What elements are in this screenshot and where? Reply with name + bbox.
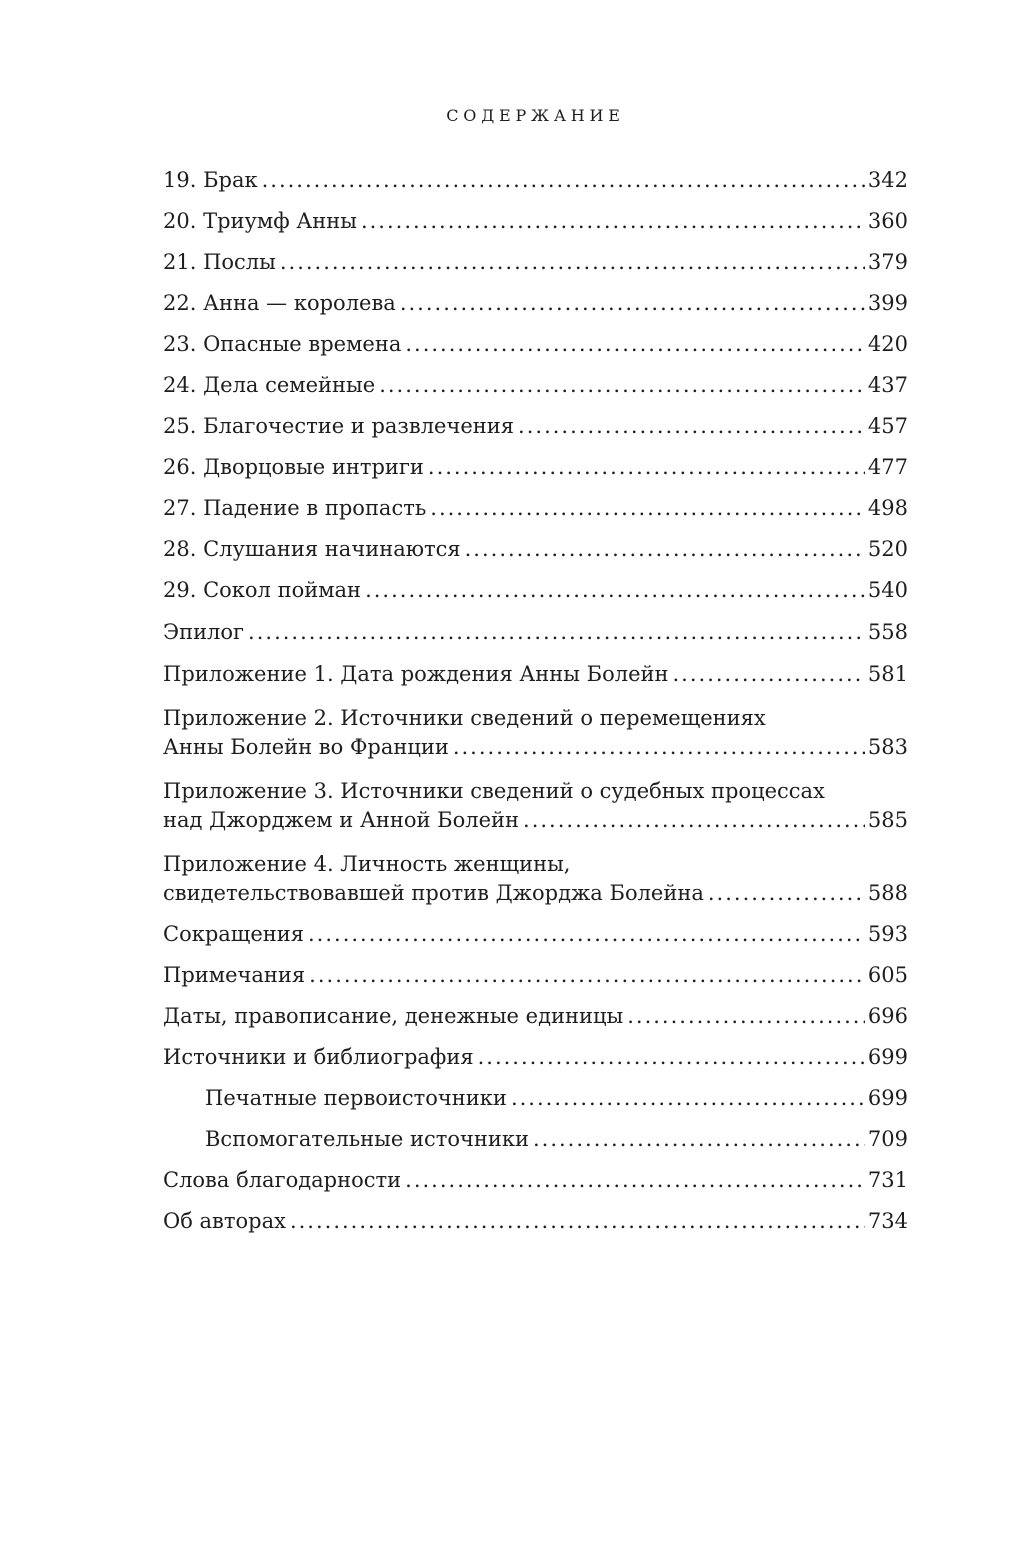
toc-entry [163, 536, 908, 562]
page-number: 379 [867, 250, 908, 274]
page-number: 558 [867, 620, 908, 644]
toc-entry-title: над Джорджем и Анной Болейн [163, 808, 520, 832]
page-number: 477 [867, 455, 908, 479]
toc-entry-title: Об авторах [163, 1209, 286, 1233]
dot-leader [430, 495, 865, 521]
toc-entry-last-line [163, 807, 908, 833]
toc-entry-last-line [163, 734, 908, 760]
page-number: 583 [867, 735, 908, 759]
page-number: 520 [867, 537, 908, 561]
dot-leader [290, 1208, 865, 1234]
toc-entry-last-line [163, 661, 908, 687]
toc-entry-last-line [163, 1044, 908, 1070]
dot-leader [453, 734, 865, 760]
toc-entry [163, 1208, 908, 1234]
toc-entry [163, 1003, 908, 1029]
toc-entry-last-line [163, 1167, 908, 1193]
page-title: СОДЕРЖАНИЕ [446, 106, 625, 125]
toc-entry-title: 22. Анна — королева [163, 291, 396, 315]
toc-entry-title: 19. Брак [163, 168, 258, 192]
toc-entry-title: 24. Дела семейные [163, 373, 376, 397]
page-number: 399 [867, 291, 908, 315]
dot-leader [428, 454, 865, 480]
toc-entry-last-line [163, 331, 908, 357]
toc-entry [163, 848, 908, 906]
toc-entry-last-line [163, 536, 908, 562]
toc-entry-title: свидетельствовавшей против Джорджа Болейна [163, 881, 704, 905]
toc-entry-last-line [163, 921, 908, 947]
toc-entry-title: Вспомогательные источники [205, 1127, 529, 1151]
toc-entry-title: Эпилог [163, 620, 245, 644]
dot-leader [262, 167, 865, 193]
dot-leader [361, 208, 865, 234]
toc-entry [163, 1044, 908, 1070]
toc-section-appendices-and-back-matter [163, 661, 908, 1234]
toc-entry [163, 208, 908, 234]
page-number: 734 [867, 1209, 908, 1233]
table-of-contents [163, 167, 908, 1234]
toc-entry-last-line [163, 962, 908, 988]
dot-leader [308, 921, 865, 947]
toc-section-epilogue [163, 619, 908, 645]
toc-entry-title: Даты, правописание, денежные единицы [163, 1004, 624, 1028]
toc-entry-last-line [163, 290, 908, 316]
toc-entry-title: Приложение 1. Дата рождения Анны Болейн [163, 662, 669, 686]
toc-entry-last-line [163, 208, 908, 234]
toc-entry-last-line [163, 454, 908, 480]
toc-entry-title: Сокращения [163, 922, 304, 946]
dot-leader [309, 962, 865, 988]
dot-leader [478, 1044, 865, 1070]
page-number: 696 [867, 1004, 908, 1028]
toc-entry [163, 661, 908, 687]
toc-section-chapters [163, 167, 908, 603]
toc-entry-title: 27. Падение в пропасть [163, 496, 427, 520]
dot-leader [533, 1126, 865, 1152]
toc-entry-title: Печатные первоисточники [205, 1086, 507, 1110]
toc-entry [163, 702, 908, 760]
toc-entry [163, 775, 908, 833]
toc-entry [163, 290, 908, 316]
toc-entry-last-line [163, 495, 908, 521]
toc-entry-title-line: Приложение 4. Личность женщины, [163, 852, 571, 876]
page-number: 342 [867, 168, 908, 192]
toc-entry [163, 249, 908, 275]
toc-entry-last-line [205, 1126, 908, 1152]
toc-entry [163, 1167, 908, 1193]
toc-entry-last-line [163, 1208, 908, 1234]
toc-entry [163, 167, 908, 193]
toc-entry-title: Источники и библиография [163, 1045, 474, 1069]
dot-leader [248, 619, 865, 645]
toc-entry-title: 28. Слушания начинаются [163, 537, 461, 561]
toc-entry-title-line: Приложение 3. Источники сведений о судебных процессах [163, 779, 825, 803]
page-number: 540 [867, 578, 908, 602]
page-number: 588 [867, 881, 908, 905]
toc-entry-last-line [163, 372, 908, 398]
page-number: 581 [867, 662, 908, 686]
toc-entry-last-line [205, 1085, 908, 1111]
page-number: 731 [867, 1168, 908, 1192]
dot-leader [379, 372, 865, 398]
page-number: 605 [867, 963, 908, 987]
page-number: 437 [867, 373, 908, 397]
page-number: 585 [867, 808, 908, 832]
page-number: 457 [867, 414, 908, 438]
toc-entry [163, 577, 908, 603]
dot-leader [523, 807, 865, 833]
toc-entry-title: 26. Дворцовые интриги [163, 455, 424, 479]
toc-entry [163, 1085, 908, 1111]
page-number: 709 [867, 1127, 908, 1151]
page-number: 699 [867, 1045, 908, 1069]
toc-entry-last-line [163, 577, 908, 603]
toc-entry [163, 331, 908, 357]
toc-entry-last-line [163, 619, 908, 645]
page-number: 699 [867, 1086, 908, 1110]
dot-leader [405, 331, 865, 357]
toc-entry [163, 619, 908, 645]
dot-leader [518, 413, 865, 439]
page-number: 420 [867, 332, 908, 356]
toc-entry-title-line: Приложение 2. Источники сведений о перемещениях [163, 706, 766, 730]
dot-leader [405, 1167, 865, 1193]
toc-entry-last-line [163, 413, 908, 439]
dot-leader [708, 880, 865, 906]
dot-leader [627, 1003, 865, 1029]
toc-entry [163, 1126, 908, 1152]
dot-leader [511, 1085, 865, 1111]
toc-entry-last-line [163, 1003, 908, 1029]
toc-entry [163, 921, 908, 947]
toc-entry-last-line [163, 167, 908, 193]
page-number: 593 [867, 922, 908, 946]
toc-entry [163, 962, 908, 988]
toc-entry [163, 454, 908, 480]
toc-entry [163, 495, 908, 521]
dot-leader [673, 661, 865, 687]
dot-leader [465, 536, 865, 562]
toc-entry [163, 372, 908, 398]
toc-entry-title: Слова благодарности [163, 1168, 402, 1192]
toc-entry-title: 25. Благочестие и развлечения [163, 414, 515, 438]
dot-leader [365, 577, 865, 603]
toc-entry-last-line [163, 249, 908, 275]
toc-entry-title: 21. Послы [163, 250, 276, 274]
toc-entry-title: Анны Болейн во Франции [163, 735, 449, 759]
page-number: 360 [867, 209, 908, 233]
dot-leader [400, 290, 865, 316]
toc-entry-title: 20. Триумф Анны [163, 209, 357, 233]
toc-entry-last-line [163, 880, 908, 906]
page-number: 498 [867, 496, 908, 520]
toc-entry-title: Примечания [163, 963, 306, 987]
dot-leader [280, 249, 865, 275]
toc-entry-title: 23. Опасные времена [163, 332, 402, 356]
toc-entry [163, 413, 908, 439]
toc-entry-title: 29. Сокол пойман [163, 578, 362, 602]
